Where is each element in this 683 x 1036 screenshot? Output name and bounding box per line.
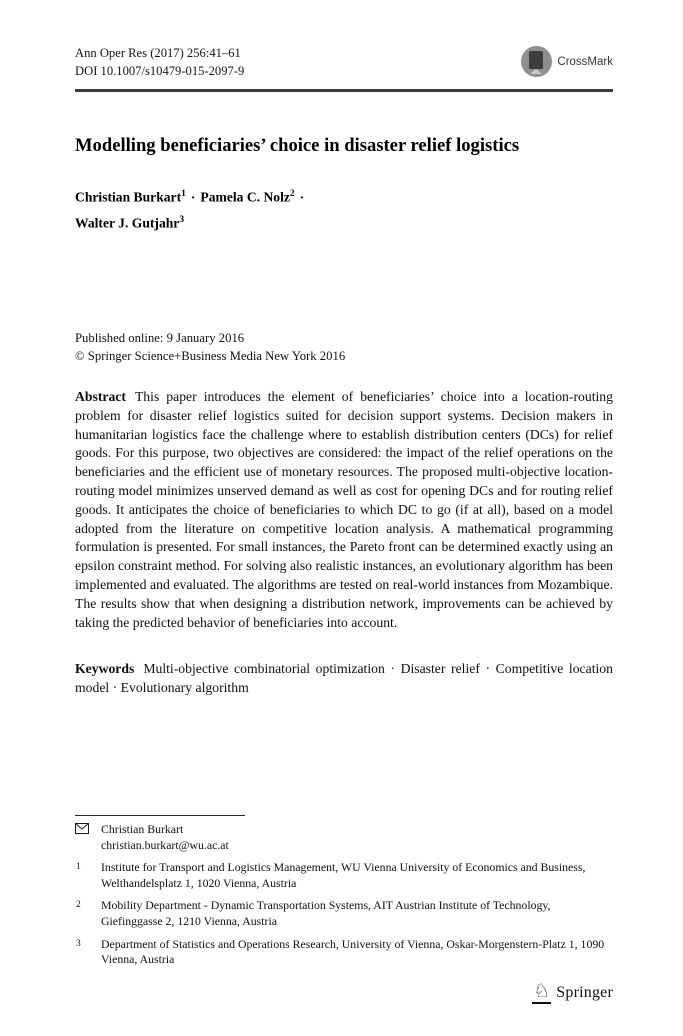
author-line-2	[75, 209, 613, 235]
author-affiliation-marker: 2	[289, 189, 295, 199]
abstract-label: Abstract	[75, 389, 126, 404]
affiliation-1	[75, 860, 613, 891]
abstract-text: This paper introduces the element of beneficiaries’ choice into a location-routing problem for disaster relief logistics suited for decision support systems. Decision makers in humanitarian logistics face the challenge where to establish distribution centers (DCs) for relief goods. For this purpose, two objectives are considered: the impact of the relief operations on the beneficiaries and the efficient use of monetary resources. The proposed multi-objective location-routing model minimizes unserved demand as well as cost for opening DCs and for routing relief goods. It anticipates the choice of beneficiaries to which DC to go (if at all), based on a model adopted from the literature on competitive location analysis. A mathematical programming formulation is presented. For small instances, the Pareto front can be determined exactly using an epsilon constraint method. For solving also realistic instances, an evolutionary algorithm has been implemented and evaluated. The algorithms are tested on real-world instances from Mozambique. The results show that when designing a distribution network, improvements can be achieved by taking the predicted behavior of beneficiaries into account.	[75, 389, 613, 630]
springer-horse-icon: ♘	[533, 980, 551, 1002]
author-affiliation-marker: 1	[181, 189, 186, 199]
author-list	[75, 183, 613, 234]
keywords-label: Keywords	[75, 661, 135, 676]
crossmark-icon	[521, 46, 552, 77]
correspondence-text	[101, 822, 613, 853]
crossmark-label: CrossMark	[557, 55, 613, 68]
correspondence-name: Christian Burkart	[101, 822, 184, 836]
doi: DOI 10.1007/s10479-015-2097-9	[75, 64, 245, 78]
affiliation-marker: 2	[76, 900, 81, 911]
header-divider	[75, 89, 613, 92]
publisher-logo	[532, 982, 613, 1004]
copyright-line: © Springer Science+Business Media New York 2016	[75, 348, 346, 363]
author-line-1	[75, 183, 613, 209]
affiliation-3	[75, 937, 613, 968]
author-name: Christian Burkart	[75, 189, 182, 205]
affiliation-text: Department of Statistics and Operations Research, University of Vienna, Oskar-Morgenstern-Platz 1, 1090 Vienna, Austria	[101, 936, 605, 967]
published-online: Published online: 9 January 2016	[75, 331, 245, 345]
correspondence-block	[75, 822, 613, 853]
affiliation-2	[75, 898, 613, 929]
publisher-name: Springer	[556, 984, 613, 1001]
affiliation-text: Mobility Department - Dynamic Transportation Systems, AIT Austrian Institute of Technology, Giefinggasse 2, 1210 Vienna, Austria	[101, 898, 551, 928]
author-name: Walter J. Gutjahr	[75, 215, 180, 231]
author-separator: ·	[299, 189, 305, 205]
publication-info	[75, 330, 613, 365]
affiliation-marker: 3	[76, 938, 81, 949]
affiliation-text: Institute for Transport and Logistics Management, WU Vienna University of Economics and Business, Welthandelsplatz 1, 1020 Vienna, Austria	[101, 860, 586, 890]
journal-reference: Ann Oper Res (2017) 256:41–61	[75, 46, 241, 60]
page-title: Modelling beneficiaries’ choice in disaster relief logistics	[75, 135, 520, 156]
journal-info	[75, 44, 244, 80]
page-header	[75, 44, 613, 80]
author-affiliation-marker: 3	[179, 214, 185, 225]
keywords	[75, 660, 613, 698]
author-name: Pamela C. Nolz	[200, 189, 290, 205]
author-separator: ·	[190, 189, 196, 205]
affiliation-marker: 1	[76, 862, 81, 873]
envelope-icon	[75, 822, 101, 853]
crossmark-badge[interactable]	[521, 46, 613, 77]
correspondence-email: christian.burkart@wu.ac.at	[101, 837, 229, 852]
footnotes	[75, 822, 613, 975]
keywords-text: Multi-objective combinatorial optimization · Disaster relief · Competitive location model · Evolutionary algorithm	[75, 661, 613, 695]
abstract	[75, 388, 613, 632]
footnote-divider	[75, 815, 245, 816]
